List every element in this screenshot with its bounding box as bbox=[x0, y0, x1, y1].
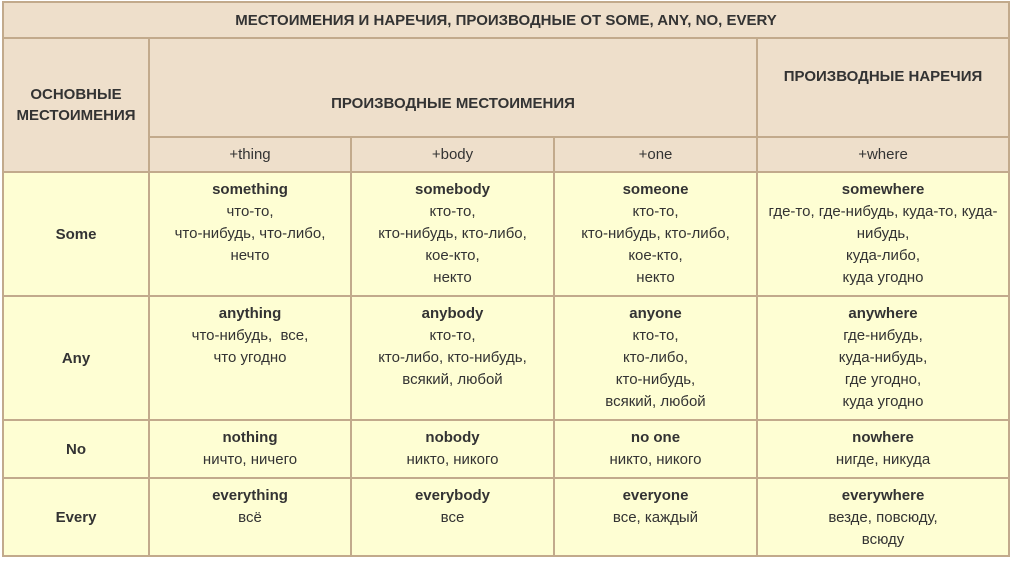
cell-nobody bbox=[351, 420, 554, 478]
cell-nowhere bbox=[757, 420, 1009, 478]
word: anywhere bbox=[848, 305, 918, 322]
cell-everything bbox=[149, 478, 351, 556]
word: everything bbox=[212, 487, 288, 504]
word: nothing bbox=[222, 429, 278, 446]
translation: где-нибудь, bbox=[843, 327, 923, 344]
header-derived-adverbs: ПРОИЗВОДНЫЕ НАРЕЧИЯ bbox=[757, 38, 1009, 137]
translation: кто-то, bbox=[429, 203, 476, 220]
translation: никто, никого bbox=[406, 451, 499, 468]
word: somewhere bbox=[841, 181, 925, 198]
translation: кто-либо, bbox=[622, 349, 688, 366]
word: nowhere bbox=[852, 429, 914, 446]
word: nobody bbox=[425, 429, 480, 446]
cell-no-one bbox=[554, 420, 757, 478]
translation: всякий, любой bbox=[605, 393, 706, 410]
pronouns-table bbox=[2, 1, 1010, 557]
suffix-where: +where bbox=[757, 137, 1009, 172]
suffix-body: +body bbox=[351, 137, 554, 172]
header-basic-line2: МЕСТОИМЕНИЯ bbox=[16, 107, 136, 124]
translation: кто-нибудь, bbox=[615, 371, 696, 388]
translation: кое-кто, bbox=[425, 247, 480, 264]
translation: кто-то, bbox=[429, 327, 476, 344]
row-label-no: No bbox=[3, 420, 149, 478]
translation: где-то, где-нибудь, куда-то, куда- bbox=[768, 203, 998, 220]
table-title: МЕСТОИМЕНИЯ И НАРЕЧИЯ, ПРОИЗВОДНЫЕ ОТ SOME, ANY, NO, EVERY bbox=[3, 2, 1009, 38]
translation: всё bbox=[238, 509, 262, 526]
cell-someone bbox=[554, 172, 757, 296]
row-label-any: Any bbox=[3, 296, 149, 420]
cell-anywhere bbox=[757, 296, 1009, 420]
translation: нечто bbox=[230, 247, 270, 264]
translation: нибудь, bbox=[856, 225, 910, 242]
translation: что-нибудь, что-либо, bbox=[174, 225, 326, 242]
word: anyone bbox=[629, 305, 682, 322]
translation: все, каждый bbox=[612, 509, 699, 526]
cell-anyone bbox=[554, 296, 757, 420]
word: anybody bbox=[421, 305, 484, 322]
table-row bbox=[3, 172, 1009, 296]
translation: кто-нибудь, кто-либо, bbox=[378, 225, 527, 242]
translation: ничто, ничего bbox=[202, 451, 298, 468]
word: anything bbox=[218, 305, 282, 322]
word: everyone bbox=[622, 487, 689, 504]
translation: никто, никого bbox=[609, 451, 702, 468]
translation: всюду bbox=[861, 531, 905, 548]
translation: куда-либо, bbox=[845, 247, 921, 264]
table-row bbox=[3, 296, 1009, 420]
row-label-every: Every bbox=[3, 478, 149, 556]
suffix-one: +one bbox=[554, 137, 757, 172]
translation: куда угодно bbox=[842, 269, 924, 286]
translation: что-нибудь, все, bbox=[191, 327, 309, 344]
translation: все bbox=[440, 509, 465, 526]
translation: кто-нибудь, кто-либо, bbox=[581, 225, 730, 242]
translation: кое-кто, bbox=[628, 247, 683, 264]
translation: что-то, bbox=[226, 203, 274, 220]
cell-anybody bbox=[351, 296, 554, 420]
word: no one bbox=[630, 429, 681, 446]
translation: кто-то, bbox=[632, 203, 679, 220]
table-row bbox=[3, 420, 1009, 478]
translation: куда-нибудь, bbox=[838, 349, 928, 366]
header-derived-pronouns: ПРОИЗВОДНЫЕ МЕСТОИМЕНИЯ bbox=[149, 38, 757, 137]
translation: некто bbox=[636, 269, 675, 286]
table-row bbox=[3, 478, 1009, 556]
translation: что угодно bbox=[213, 349, 287, 366]
word: everybody bbox=[414, 487, 491, 504]
header-basic-line1: ОСНОВНЫЕ bbox=[30, 86, 122, 103]
cell-somewhere bbox=[757, 172, 1009, 296]
word: somebody bbox=[414, 181, 490, 198]
translation: некто bbox=[433, 269, 472, 286]
cell-everyone bbox=[554, 478, 757, 556]
translation: нигде, никуда bbox=[835, 451, 931, 468]
translation: всякий, любой bbox=[402, 371, 503, 388]
cell-something bbox=[149, 172, 351, 296]
suffix-thing: +thing bbox=[149, 137, 351, 172]
word: everywhere bbox=[841, 487, 925, 504]
cell-somebody bbox=[351, 172, 554, 296]
word: something bbox=[212, 181, 288, 198]
translation: везде, повсюду, bbox=[828, 509, 938, 526]
translation: кто-либо, кто-нибудь, bbox=[378, 349, 527, 366]
cell-nothing bbox=[149, 420, 351, 478]
word: someone bbox=[622, 181, 689, 198]
cell-everywhere bbox=[757, 478, 1009, 556]
cell-everybody bbox=[351, 478, 554, 556]
translation: куда угодно bbox=[842, 393, 924, 410]
header-basic-pronouns bbox=[3, 38, 149, 172]
translation: где угодно, bbox=[844, 371, 922, 388]
cell-anything bbox=[149, 296, 351, 420]
row-label-some: Some bbox=[3, 172, 149, 296]
translation: кто-то, bbox=[632, 327, 679, 344]
